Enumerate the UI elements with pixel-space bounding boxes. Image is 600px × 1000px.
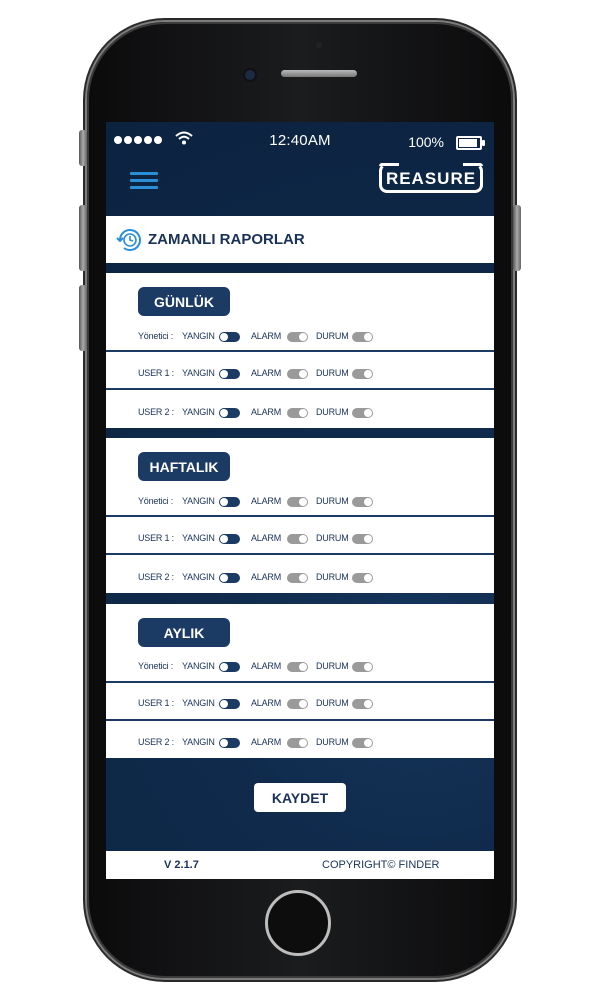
alarm-toggle[interactable] (287, 662, 308, 672)
durum-toggle[interactable] (352, 408, 373, 418)
status-time: 12:40AM (269, 132, 331, 149)
page-header (106, 216, 494, 263)
alarm-label: ALARM (251, 533, 282, 543)
alarm-toggle[interactable] (287, 573, 308, 583)
alarm-toggle[interactable] (287, 408, 308, 418)
user-label: USER 2 : (138, 572, 174, 582)
alarm-toggle[interactable] (287, 332, 308, 342)
proximity-sensor (316, 42, 322, 48)
row-divider (106, 515, 494, 517)
yangin-label: YANGIN (182, 407, 215, 417)
row-divider (106, 350, 494, 352)
yangin-toggle[interactable] (219, 699, 240, 709)
weekly-button[interactable]: HAFTALIK (138, 452, 230, 481)
durum-toggle[interactable] (352, 699, 373, 709)
table-row (106, 562, 494, 598)
row-divider (106, 388, 494, 390)
durum-toggle[interactable] (352, 332, 373, 342)
table-row (106, 727, 494, 763)
alarm-label: ALARM (251, 496, 282, 506)
footer (106, 851, 494, 879)
section-daily (106, 273, 494, 428)
durum-label: DURUM (316, 368, 349, 378)
yangin-toggle[interactable] (219, 408, 240, 418)
durum-toggle[interactable] (352, 534, 373, 544)
earpiece-speaker (281, 70, 357, 77)
durum-label: DURUM (316, 331, 349, 341)
monthly-button[interactable]: AYLIK (138, 618, 230, 647)
user-label: USER 2 : (138, 407, 174, 417)
alarm-label: ALARM (251, 737, 282, 747)
yangin-label: YANGIN (182, 533, 215, 543)
durum-label: DURUM (316, 533, 349, 543)
user-label: USER 2 : (138, 737, 174, 747)
save-button[interactable]: KAYDET (254, 783, 346, 812)
home-button[interactable] (265, 890, 331, 956)
durum-toggle[interactable] (352, 573, 373, 583)
user-label: USER 1 : (138, 368, 174, 378)
user-label: Yönetici : (138, 496, 174, 506)
durum-label: DURUM (316, 407, 349, 417)
durum-label: DURUM (316, 496, 349, 506)
user-label: USER 1 : (138, 533, 174, 543)
alarm-label: ALARM (251, 407, 282, 417)
alarm-label: ALARM (251, 661, 282, 671)
alarm-toggle[interactable] (287, 699, 308, 709)
yangin-toggle[interactable] (219, 738, 240, 748)
hamburger-menu-icon[interactable] (130, 170, 160, 190)
row-divider (106, 553, 494, 555)
durum-label: DURUM (316, 661, 349, 671)
alarm-label: ALARM (251, 698, 282, 708)
daily-button[interactable]: GÜNLÜK (138, 287, 230, 316)
yangin-label: YANGIN (182, 331, 215, 341)
user-label: USER 1 : (138, 698, 174, 708)
yangin-toggle[interactable] (219, 573, 240, 583)
battery-percent: 100% (408, 134, 444, 150)
section-weekly (106, 438, 494, 593)
yangin-label: YANGIN (182, 737, 215, 747)
durum-toggle[interactable] (352, 662, 373, 672)
durum-label: DURUM (316, 737, 349, 747)
durum-toggle[interactable] (352, 738, 373, 748)
copyright-label: COPYRIGHT© FINDER (322, 859, 440, 871)
battery-icon (456, 136, 482, 150)
volume-down-button (79, 285, 87, 351)
alarm-toggle[interactable] (287, 534, 308, 544)
alarm-toggle[interactable] (287, 738, 308, 748)
version-label: V 2.1.7 (164, 859, 199, 871)
row-divider (106, 681, 494, 683)
durum-toggle[interactable] (352, 497, 373, 507)
yangin-toggle[interactable] (219, 497, 240, 507)
row-divider (106, 719, 494, 721)
brand-logo (379, 163, 483, 193)
alarm-label: ALARM (251, 331, 282, 341)
alarm-label: ALARM (251, 572, 282, 582)
yangin-label: YANGIN (182, 368, 215, 378)
durum-label: DURUM (316, 698, 349, 708)
alarm-toggle[interactable] (287, 497, 308, 507)
page-title: ZAMANLI RAPORLAR (148, 231, 305, 248)
volume-up-button (79, 205, 87, 271)
yangin-toggle[interactable] (219, 534, 240, 544)
status-bar (106, 122, 494, 162)
mute-switch (79, 130, 87, 166)
alarm-label: ALARM (251, 368, 282, 378)
yangin-toggle[interactable] (219, 662, 240, 672)
clock-refresh-icon (116, 226, 144, 254)
yangin-label: YANGIN (182, 698, 215, 708)
front-camera (245, 70, 255, 80)
section-monthly (106, 604, 494, 758)
user-label: Yönetici : (138, 661, 174, 671)
power-button (513, 205, 521, 271)
yangin-toggle[interactable] (219, 332, 240, 342)
durum-toggle[interactable] (352, 369, 373, 379)
yangin-label: YANGIN (182, 496, 215, 506)
user-label: Yönetici : (138, 331, 174, 341)
yangin-toggle[interactable] (219, 369, 240, 379)
durum-label: DURUM (316, 572, 349, 582)
table-row (106, 397, 494, 433)
yangin-label: YANGIN (182, 661, 215, 671)
logo-text: REASURE (385, 169, 477, 188)
alarm-toggle[interactable] (287, 369, 308, 379)
app-screen (106, 122, 494, 879)
yangin-label: YANGIN (182, 572, 215, 582)
